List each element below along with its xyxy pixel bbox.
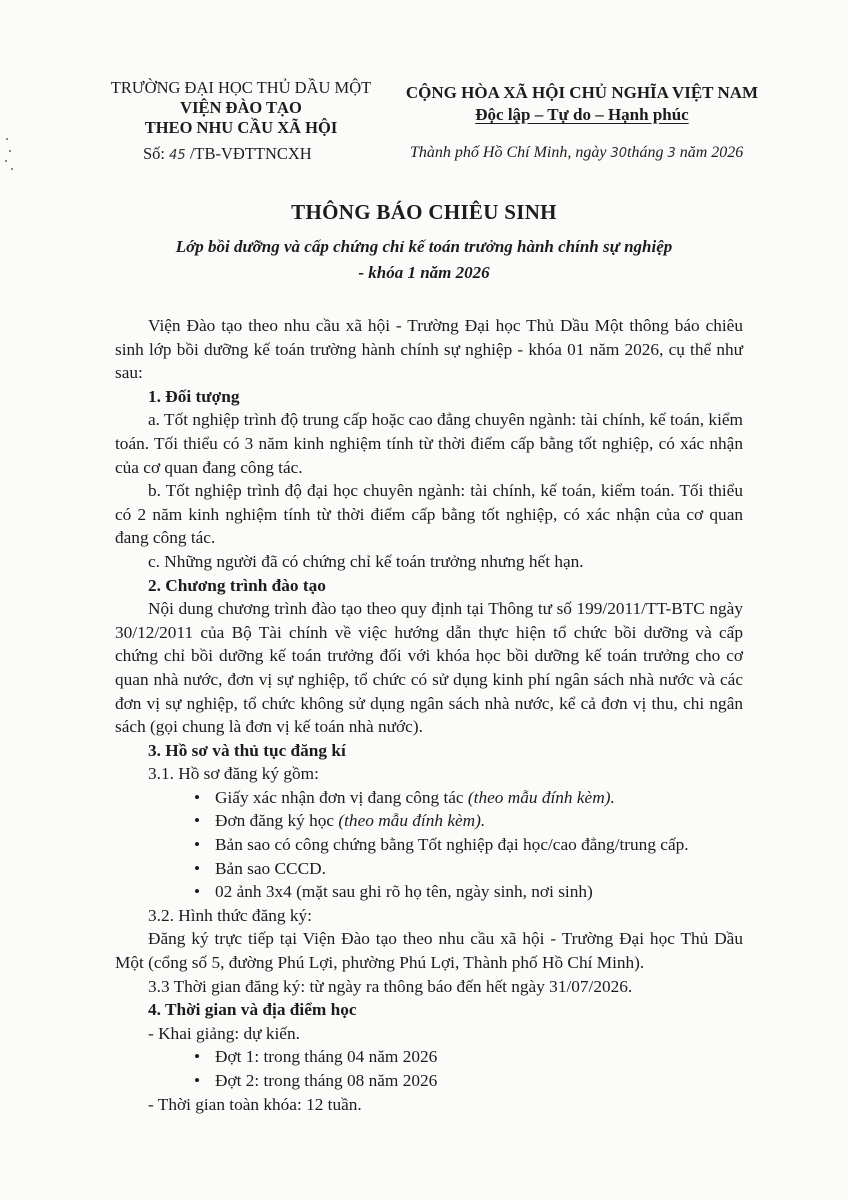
section-3-2-label: 3.2. Hình thức đăng ký: — [148, 905, 312, 925]
section-4-opening: - Khai giảng: dự kiến. — [148, 1023, 300, 1043]
intro-paragraph: Viện Đào tạo theo nhu cầu xã hội - Trường Đại học Thủ Dầu Một thông báo chiêu sinh lớp bồi dưỡng kế toán trường hành chính sự nghiệp - khóa 01 năm 2026, cụ thể như sau: — [115, 316, 743, 383]
list-item: • Đơn đăng ký học (theo mẫu đính kèm). — [115, 809, 743, 833]
list-item: • 02 ảnh 3x4 (mặt sau ghi rõ họ tên, ngày sinh, nơi sinh) — [115, 880, 743, 904]
scan-speck — [5, 160, 7, 162]
intake-list — [115, 1045, 743, 1092]
subtitle-line2: - khóa 1 năm 2026 — [358, 263, 490, 282]
date-month-handwritten: 3 — [667, 146, 676, 161]
document-reference — [143, 144, 312, 164]
date-day-handwritten: 30 — [610, 146, 627, 161]
university-name: TRƯỜNG ĐẠI HỌC THỦ DẦU MỘT — [110, 78, 372, 97]
ref-suffix: /TB-VĐTTNCXH — [189, 144, 312, 163]
section-4-duration: - Thời gian toàn khóa: 12 tuần. — [148, 1094, 362, 1114]
section-3-1-label: 3.1. Hồ sơ đăng ký gồm: — [148, 764, 319, 784]
ref-number-handwritten: 45 — [169, 148, 186, 163]
date-month-label: tháng — [627, 144, 664, 161]
institute-name-line2: THEO NHU CẦU XÃ HỘI — [144, 118, 338, 137]
list-item: • Giấy xác nhận đơn vị đang công tác (theo mẫu đính kèm). — [115, 786, 743, 810]
notice-body — [115, 314, 743, 1116]
section-2-heading: 2. Chương trình đào tạo — [148, 575, 326, 595]
list-item: • Đợt 1: trong tháng 04 năm 2026 — [115, 1045, 743, 1069]
document-list — [115, 786, 743, 904]
ref-prefix: Số: — [143, 144, 166, 163]
national-motto: Độc lập – Tự do – Hạnh phúc — [475, 105, 689, 124]
scan-speck — [9, 150, 11, 152]
issue-date — [410, 144, 743, 162]
section-3-3: 3.3 Thời gian đăng ký: từ ngày ra thông báo đến hết ngày 31/07/2026. — [148, 976, 633, 996]
section-4-heading: 4. Thời gian và địa điểm học — [148, 1000, 357, 1020]
section-1-item-c: c. Những người đã có chứng chỉ kế toán trưởng nhưng hết hạn. — [148, 551, 584, 571]
notice-subtitle — [0, 234, 848, 286]
date-year: năm 2026 — [679, 144, 744, 161]
section-1-item-b: b. Tốt nghiệp trình độ đại học chuyên ngành: tài chính, kế toán, kiểm toán. Tối thiểu có 2 năm kinh nghiệm tính từ thời điểm cấp bằng tốt nghiệp, có xác nhận của cơ quan đang công tác. — [115, 481, 743, 548]
section-2-body: Nội dung chương trình đào tạo theo quy định tại Thông tư số 199/2011/TT-BTC ngày 30/12/2011 của Bộ Tài chính về việc hướng dẫn thực hiện tổ chức bồi dưỡng và cấp chứng chỉ bồi dưỡng kế toán trưởng đối với khóa học bồi dưỡng kế toán trưởng cho cơ quan nhà nước, đơn vị sự nghiệp, tổ chức có sử dụng kinh phí ngân sách nhà nước và các đơn vị sự nghiệp, tổ chức không sử dụng ngân sách nhà nước, kể cả đơn vị thu, chi ngân sách (gọi chung là đơn vị kế toán nhà nước). — [115, 599, 743, 737]
section-3-heading: 3. Hồ sơ và thủ tục đăng kí — [148, 740, 346, 760]
scan-speck — [11, 168, 13, 170]
nation-name: CỘNG HÒA XÃ HỘI CHỦ NGHĨA VIỆT NAM — [405, 83, 759, 102]
section-1-heading: 1. Đối tượng — [148, 386, 240, 406]
date-place: Thành phố Hồ Chí Minh, ngày — [410, 144, 607, 161]
institute-name-line1: VIỆN ĐÀO TẠO — [180, 98, 302, 117]
nation-block — [392, 82, 772, 126]
scan-speck — [6, 138, 8, 140]
issuer-block — [96, 78, 386, 138]
list-item: • Bản sao CCCD. — [115, 857, 743, 881]
section-3-2-body: Đăng ký trực tiếp tại Viện Đào tạo theo nhu cầu xã hội - Trường Đại học Thủ Dầu Một (cổng số 5, đường Phú Lợi, phường Phú Lợi, Thành phố Hồ Chí Minh). — [115, 929, 743, 973]
subtitle-line1: Lớp bồi dưỡng và cấp chứng chỉ kế toán trưởng hành chính sự nghiệp — [175, 237, 673, 256]
list-item: • Đợt 2: trong tháng 08 năm 2026 — [115, 1069, 743, 1093]
list-item: • Bản sao có công chứng bằng Tốt nghiệp đại học/cao đẳng/trung cấp. — [115, 833, 743, 857]
section-1-item-a: a. Tốt nghiệp trình độ trung cấp hoặc cao đẳng chuyên ngành: tài chính, kế toán, kiểm toán. Tối thiểu có 3 năm kinh nghiệm tính từ thời điểm cấp bằng tốt nghiệp, có xác nhận của cơ quan đang công tác. — [115, 410, 743, 477]
notice-title: THÔNG BÁO CHIÊU SINH — [291, 200, 557, 224]
